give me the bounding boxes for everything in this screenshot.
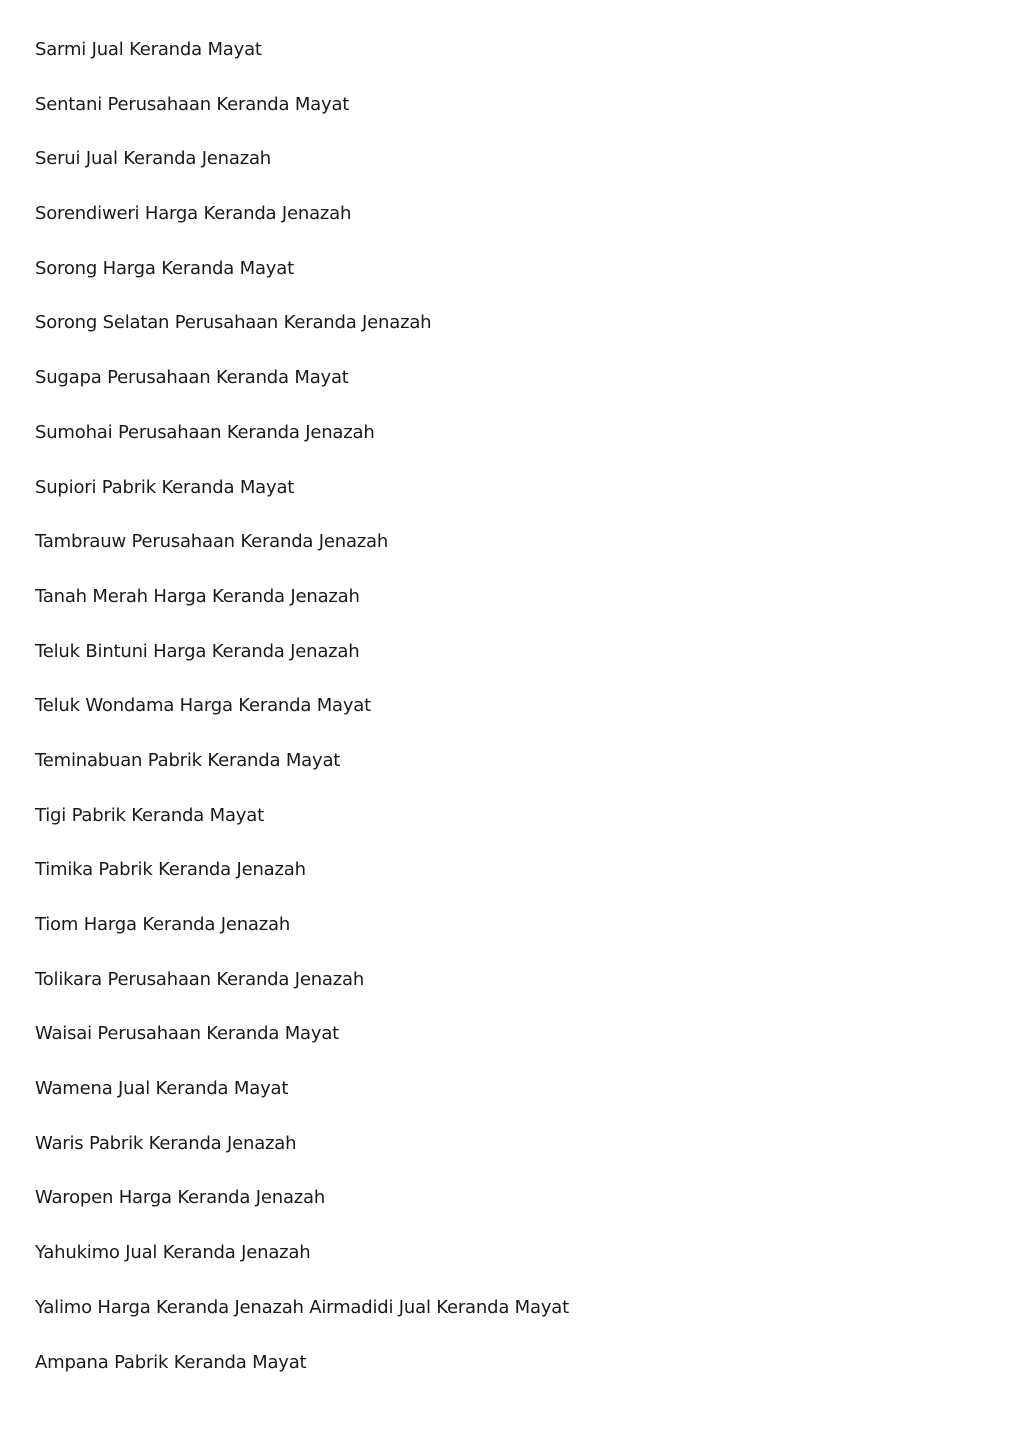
text-line: Ampana Pabrik Keranda Mayat — [35, 1351, 307, 1373]
text-line: Timika Pabrik Keranda Jenazah — [35, 859, 306, 881]
text-line: Sumohai Perusahaan Keranda Jenazah — [35, 421, 375, 443]
text-line: Sorong Harga Keranda Mayat — [35, 257, 294, 279]
text-line: Waisai Perusahaan Keranda Mayat — [35, 1023, 340, 1045]
text-line: Teluk Wondama Harga Keranda Mayat — [35, 695, 371, 717]
text-line: Teminabuan Pabrik Keranda Mayat — [35, 749, 341, 771]
text-line-list — [35, 36, 569, 1403]
text-line: Sorendiweri Harga Keranda Jenazah — [35, 203, 352, 225]
text-line: Sarmi Jual Keranda Mayat — [35, 39, 262, 60]
text-line: Waris Pabrik Keranda Jenazah — [35, 1132, 297, 1154]
text-line: Teluk Bintuni Harga Keranda Jenazah — [35, 640, 360, 662]
text-line: Tolikara Perusahaan Keranda Jenazah — [35, 968, 365, 990]
text-line: Tanah Merah Harga Keranda Jenazah — [35, 585, 360, 607]
text-line: Yalimo Harga Keranda Jenazah Airmadidi Jual Keranda Mayat — [35, 1296, 569, 1318]
text-line: Tigi Pabrik Keranda Mayat — [35, 804, 264, 826]
text-line: Sentani Perusahaan Keranda Mayat — [35, 93, 350, 115]
text-line: Waropen Harga Keranda Jenazah — [35, 1187, 326, 1209]
text-line: Sorong Selatan Perusahaan Keranda Jenazah — [35, 312, 432, 334]
text-line: Yahukimo Jual Keranda Jenazah — [35, 1242, 311, 1264]
text-line: Tambrauw Perusahaan Keranda Jenazah — [35, 531, 389, 553]
text-line: Supiori Pabrik Keranda Mayat — [35, 476, 295, 498]
text-line: Wamena Jual Keranda Mayat — [35, 1078, 289, 1100]
text-line: Serui Jual Keranda Jenazah — [35, 148, 272, 170]
text-line: Tiom Harga Keranda Jenazah — [35, 914, 291, 935]
text-line: Sugapa Perusahaan Keranda Mayat — [35, 367, 349, 389]
